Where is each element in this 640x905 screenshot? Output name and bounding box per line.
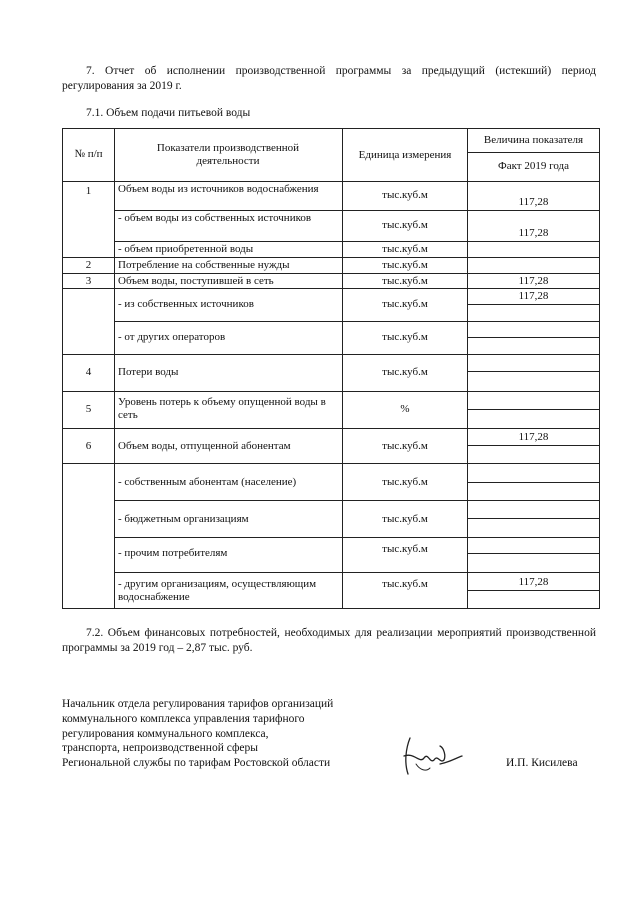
- header-value: Величина показателя: [483, 134, 584, 146]
- signature-line-1: Начальник отдела регулирования тарифов организаций: [62, 698, 334, 710]
- signatory-name: И.П. Кисилева: [506, 757, 578, 769]
- row-3b-unit: тыс.куб.м: [382, 331, 428, 343]
- header-fact: Факт 2019 года: [498, 160, 569, 172]
- row-2-name: Потребление на собственные нужды: [118, 259, 290, 271]
- row-1-num: 1: [85, 185, 92, 197]
- row-3-num: 3: [85, 275, 92, 287]
- header-indicator: Показатели производственной деятельности: [156, 142, 300, 167]
- row-6c-unit: тыс.куб.м: [382, 543, 428, 555]
- row-1-unit: тыс.куб.м: [382, 189, 428, 201]
- handwritten-signature-icon: [400, 734, 466, 780]
- row-1-value: 117,28: [518, 196, 549, 208]
- signature-block: [62, 697, 333, 771]
- signature-line-3: регулирования коммунального комплекса,: [62, 727, 269, 740]
- row-1a-unit: тыс.куб.м: [382, 219, 428, 231]
- section-7-heading: 7. Отчет об исполнении производственной программы за предыдущий (истекший) период регулирования за 2019 г.: [62, 65, 596, 92]
- row-1b-name: - объем приобретенной воды: [118, 243, 254, 255]
- signature-line-4: транспорта, непроизводственной сферы: [62, 742, 258, 755]
- row-3a-value: 117,28: [518, 290, 549, 302]
- section-7-2-text: 7.2. Объем финансовых потребностей, необходимых для реализации мероприятий производственной программы за 2019 год – 2,87 тыс. руб.: [62, 627, 596, 654]
- row-5-unit: %: [400, 403, 410, 415]
- row-6a-unit: тыс.куб.м: [382, 476, 428, 488]
- row-2-num: 2: [85, 259, 92, 271]
- row-6c-name: - прочим потребителям: [118, 547, 228, 559]
- row-3-name: Объем воды, поступившей в сеть: [118, 275, 274, 287]
- signature-line-2: коммунального комплекса управления тарифного: [62, 712, 305, 725]
- row-1a-name: - объем воды из собственных источников: [118, 212, 312, 224]
- signature-line-5: Региональной службы по тарифам Ростовской области: [62, 757, 331, 770]
- row-6d-name: - другим организациям, осуществляющим водоснабжение: [118, 578, 317, 603]
- row-6-num: 6: [85, 440, 92, 452]
- row-6-value: 117,28: [518, 431, 549, 443]
- row-6b-unit: тыс.куб.м: [382, 513, 428, 525]
- row-3-value: 117,28: [518, 275, 549, 287]
- section-7-1-title: 7.1. Объем подачи питьевой воды: [86, 107, 251, 119]
- row-3a-unit: тыс.куб.м: [382, 298, 428, 310]
- row-6-unit: тыс.куб.м: [382, 440, 428, 452]
- row-4-num: 4: [85, 366, 92, 378]
- row-5-num: 5: [85, 403, 92, 415]
- row-6b-name: - бюджетным организациям: [118, 513, 249, 525]
- row-6-name: Объем воды, отпущенной абонентам: [118, 440, 291, 452]
- row-3a-name: - из собственных источников: [118, 298, 254, 310]
- header-num: № п/п: [74, 148, 103, 160]
- row-2-unit: тыс.куб.м: [382, 259, 428, 271]
- row-4-name: Потери воды: [118, 366, 179, 378]
- row-1b-unit: тыс.куб.м: [382, 243, 428, 255]
- row-6a-name: - собственным абонентам (население): [118, 476, 297, 488]
- row-1a-value: 117,28: [518, 227, 549, 239]
- row-5-name: Уровень потерь к объему опущенной воды в сеть: [118, 396, 326, 421]
- row-6d-unit: тыс.куб.м: [382, 578, 428, 590]
- header-unit: Единица измерения: [358, 149, 452, 161]
- row-6d-value: 117,28: [518, 576, 549, 588]
- row-3-unit: тыс.куб.м: [382, 275, 428, 287]
- row-1-name: Объем воды из источников водоснабжения: [118, 183, 319, 195]
- row-3b-name: - от других операторов: [118, 331, 226, 343]
- row-4-unit: тыс.куб.м: [382, 366, 428, 378]
